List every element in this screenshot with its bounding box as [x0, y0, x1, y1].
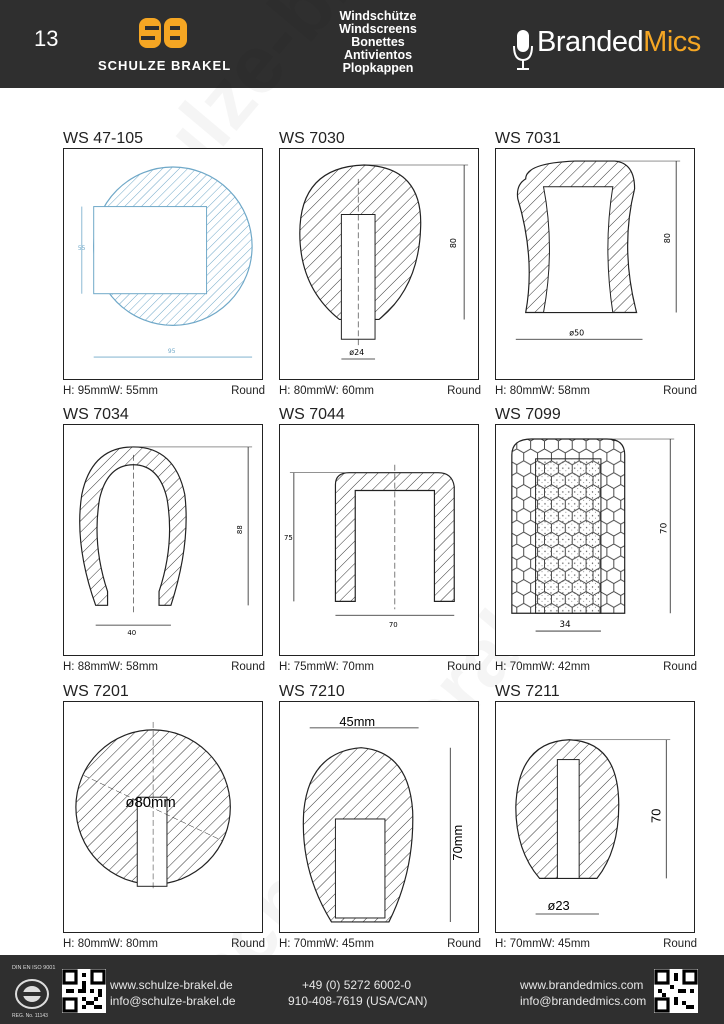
dim-label: 70mm [450, 824, 466, 861]
ws-7210-drawing [280, 702, 478, 932]
spec-shape: Round [447, 938, 481, 950]
ws-7031-drawing [496, 149, 694, 379]
dim-label: ø24 [349, 348, 365, 358]
phone-usa: 910-408-7619 (USA/CAN) [288, 994, 428, 1008]
spec-height: H: 75mm [279, 661, 326, 673]
iso-certification [8, 965, 60, 1021]
product-drawing [279, 424, 479, 656]
schulze-brakel-email-link[interactable]: info@schulze-brakel.de [110, 994, 236, 1008]
schulze-brakel-website-link[interactable]: www.schulze-brakel.de [110, 978, 233, 992]
ws-7034-drawing [64, 425, 262, 655]
dim-label: ø23 [547, 898, 570, 914]
product-drawing [495, 701, 695, 933]
ws-7044-drawing [280, 425, 478, 655]
brand-branded-mics [537, 26, 701, 59]
product-name: WS 7030 [279, 130, 345, 147]
page-header [0, 0, 724, 88]
dim-label: 45mm [339, 713, 376, 729]
dim-label: 80 [449, 238, 459, 249]
iso-reg-number: REG. No. 11143 [12, 1013, 48, 1019]
product-drawing [495, 148, 695, 380]
spec-height: H: 70mm [279, 938, 326, 950]
dim-label: 95 [167, 348, 176, 356]
dim-label: 70 [648, 808, 664, 823]
brand-branded-part: Branded [537, 26, 644, 58]
spec-height: H: 80mm [63, 938, 110, 950]
qr-code-icon[interactable] [654, 969, 698, 1013]
title-en: Windscreens [339, 22, 417, 36]
dim-label: ø80mm [125, 795, 176, 812]
dim-label: 88 [236, 525, 245, 535]
dim-label: 75 [283, 534, 293, 542]
product-name: WS 7034 [63, 406, 129, 423]
spec-width: W: 45mm [325, 938, 374, 950]
ws-7201-drawing [64, 702, 262, 932]
spec-width: W: 58mm [109, 661, 158, 673]
certification-seal-icon [14, 977, 50, 1011]
dim-label: 40 [127, 629, 137, 638]
spec-shape: Round [447, 385, 481, 397]
spec-shape: Round [231, 661, 265, 673]
title-nl: Plopkappen [342, 61, 414, 75]
product-drawing [63, 701, 263, 933]
ws-7211-drawing [496, 702, 694, 932]
product-name: WS 7210 [279, 683, 345, 700]
page-number: 13 [34, 26, 59, 51]
spec-height: H: 80mm [495, 385, 542, 397]
brandedmics-email-link[interactable]: info@brandedmics.com [520, 994, 647, 1008]
spec-shape: Round [663, 938, 697, 950]
product-drawing [279, 701, 479, 933]
ws-7030-drawing [280, 149, 478, 379]
iso-label: DIN EN ISO 9001 [12, 965, 56, 971]
product-name: WS 7031 [495, 130, 561, 147]
spec-height: H: 88mm [63, 661, 110, 673]
microphone-icon [512, 28, 534, 72]
product-name: WS 7099 [495, 406, 561, 423]
spec-width: W: 42mm [541, 661, 590, 673]
dim-label: 55 [77, 245, 86, 253]
dim-label: 70 [659, 522, 670, 535]
schulze-brakel-logo-icon [139, 18, 187, 48]
title-es: Antivientos [343, 48, 413, 62]
spec-width: W: 45mm [541, 938, 590, 950]
dim-label: 34 [559, 620, 571, 631]
page-footer [0, 955, 724, 1024]
spec-shape: Round [663, 385, 697, 397]
product-drawing [63, 424, 263, 656]
spec-width: W: 60mm [325, 385, 374, 397]
product-drawing [495, 424, 695, 656]
spec-shape: Round [231, 385, 265, 397]
spec-shape: Round [231, 938, 265, 950]
spec-height: H: 80mm [279, 385, 326, 397]
product-name: WS 7211 [495, 683, 560, 700]
spec-height: H: 70mm [495, 661, 542, 673]
product-name: WS 7201 [63, 683, 129, 700]
brandedmics-website-link[interactable]: www.brandedmics.com [520, 978, 644, 992]
phone-germany: +49 (0) 5272 6002-0 [302, 978, 412, 992]
header-titles [318, 10, 438, 75]
product-name: WS 7044 [279, 406, 345, 423]
spec-width: W: 70mm [325, 661, 374, 673]
spec-width: W: 80mm [109, 938, 158, 950]
spec-width: W: 55mm [109, 385, 158, 397]
dim-label: 80 [663, 233, 673, 244]
dim-label: ø50 [569, 328, 585, 338]
product-drawing [279, 148, 479, 380]
ws-7099-drawing [496, 425, 694, 655]
spec-width: W: 58mm [541, 385, 590, 397]
qr-code-icon[interactable] [62, 969, 106, 1013]
dim-label: 70 [388, 621, 398, 630]
brand-mics-part: Mics [643, 26, 701, 58]
title-fr: Bonettes [351, 35, 405, 49]
spec-height: H: 70mm [495, 938, 542, 950]
product-name: WS 47-105 [63, 130, 144, 147]
spec-shape: Round [663, 661, 697, 673]
spec-height: H: 95mm [63, 385, 110, 397]
spec-shape: Round [447, 661, 481, 673]
brand-schulze-brakel: SCHULZE BRAKEL [98, 58, 232, 73]
title-de: Windschütze [339, 9, 417, 23]
product-drawing [63, 148, 263, 380]
ws-47-105-drawing [64, 149, 262, 379]
